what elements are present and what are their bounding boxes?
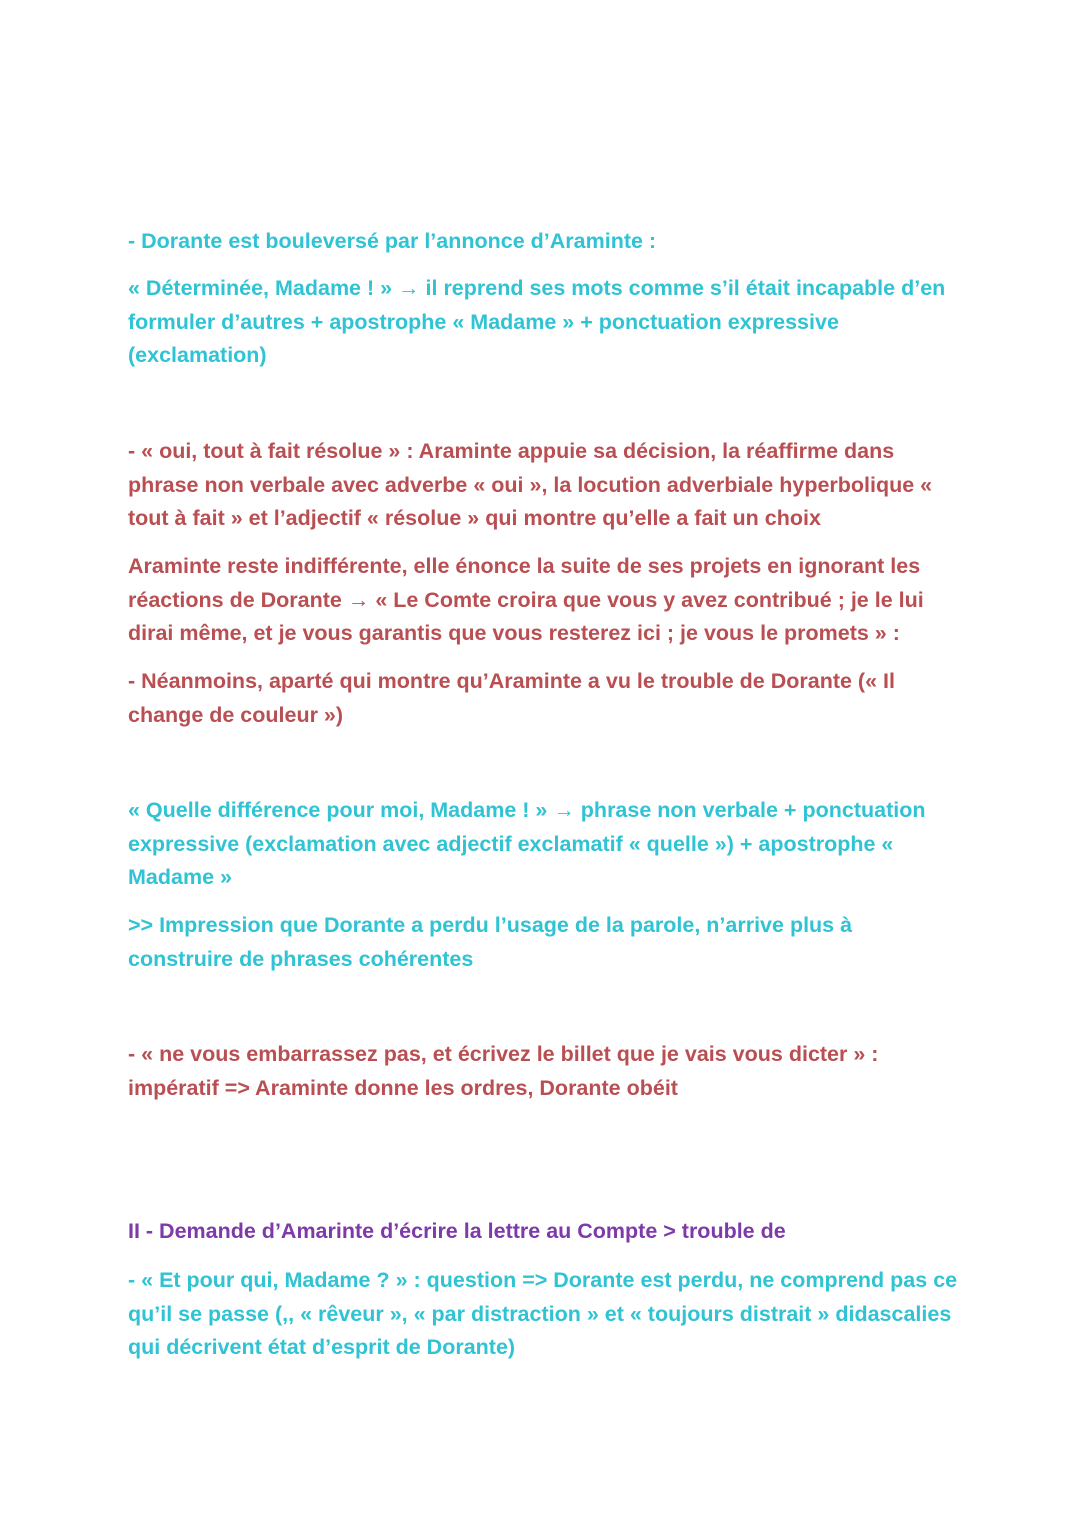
paragraph-et-pour-qui: - « Et pour qui, Madame ? » : question => Dorante est perdu, ne comprend pas ce qu’il se passe (,, « rêveur », « par distraction » et « toujours distrait » didascalies qui décrivent état d’esprit de Dorante) xyxy=(128,1268,958,1359)
paragraph-quelle-difference: « Quelle différence pour moi, Madame ! » → phrase non verbale + ponctuation expressive (exclamation avec adjectif exclamatif « quelle ») + apostrophe « Madame » xyxy=(128,798,926,889)
paragraph-imperatif: - « ne vous embarrassez pas, et écrivez le billet que je vais vous dicter » : impératif => Araminte donne les ordres, Dorante obéit xyxy=(128,1042,879,1100)
paragraph-impression-parole: >> Impression que Dorante a perdu l’usage de la parole, n’arrive plus à construire de phrases cohérentes xyxy=(128,913,853,971)
paragraph-tout-a-fait-resolue: - « oui, tout à fait résolue » : Araminte appuie sa décision, la réaffirme dans phrase non verbale avec adverbe « oui », la locution adverbiale hyperbolique « tout à fait » et l’adjectif « résolue » qui montre qu’elle a fait un choix xyxy=(128,439,933,530)
paragraph-araminte-indifferente: Araminte reste indifférente, elle énonce la suite de ses projets en ignorant les réactions de Dorante → « Le Comte croira que vous y avez contribué ; je le lui dirai même, et je vous garantis que vous resterez ici ; je vous le promets » : xyxy=(128,554,924,645)
paragraph-aparte-trouble: - Néanmoins, aparté qui montre qu’Araminte a vu le trouble de Dorante (« Il change de couleur ») xyxy=(128,669,895,727)
paragraph-determinee-madame: « Déterminée, Madame ! » → il reprend ses mots comme s’il était incapable d’en formuler d’autres + apostrophe « Madame » + ponctuation expressive (exclamation) xyxy=(128,276,946,367)
paragraph-dorante-bouleverse: - Dorante est bouleversé par l’annonce d’Araminte : xyxy=(128,229,657,253)
section-heading-ii: II - Demande d’Amarinte d’écrire la lettre au Compte > trouble de xyxy=(128,1219,786,1243)
